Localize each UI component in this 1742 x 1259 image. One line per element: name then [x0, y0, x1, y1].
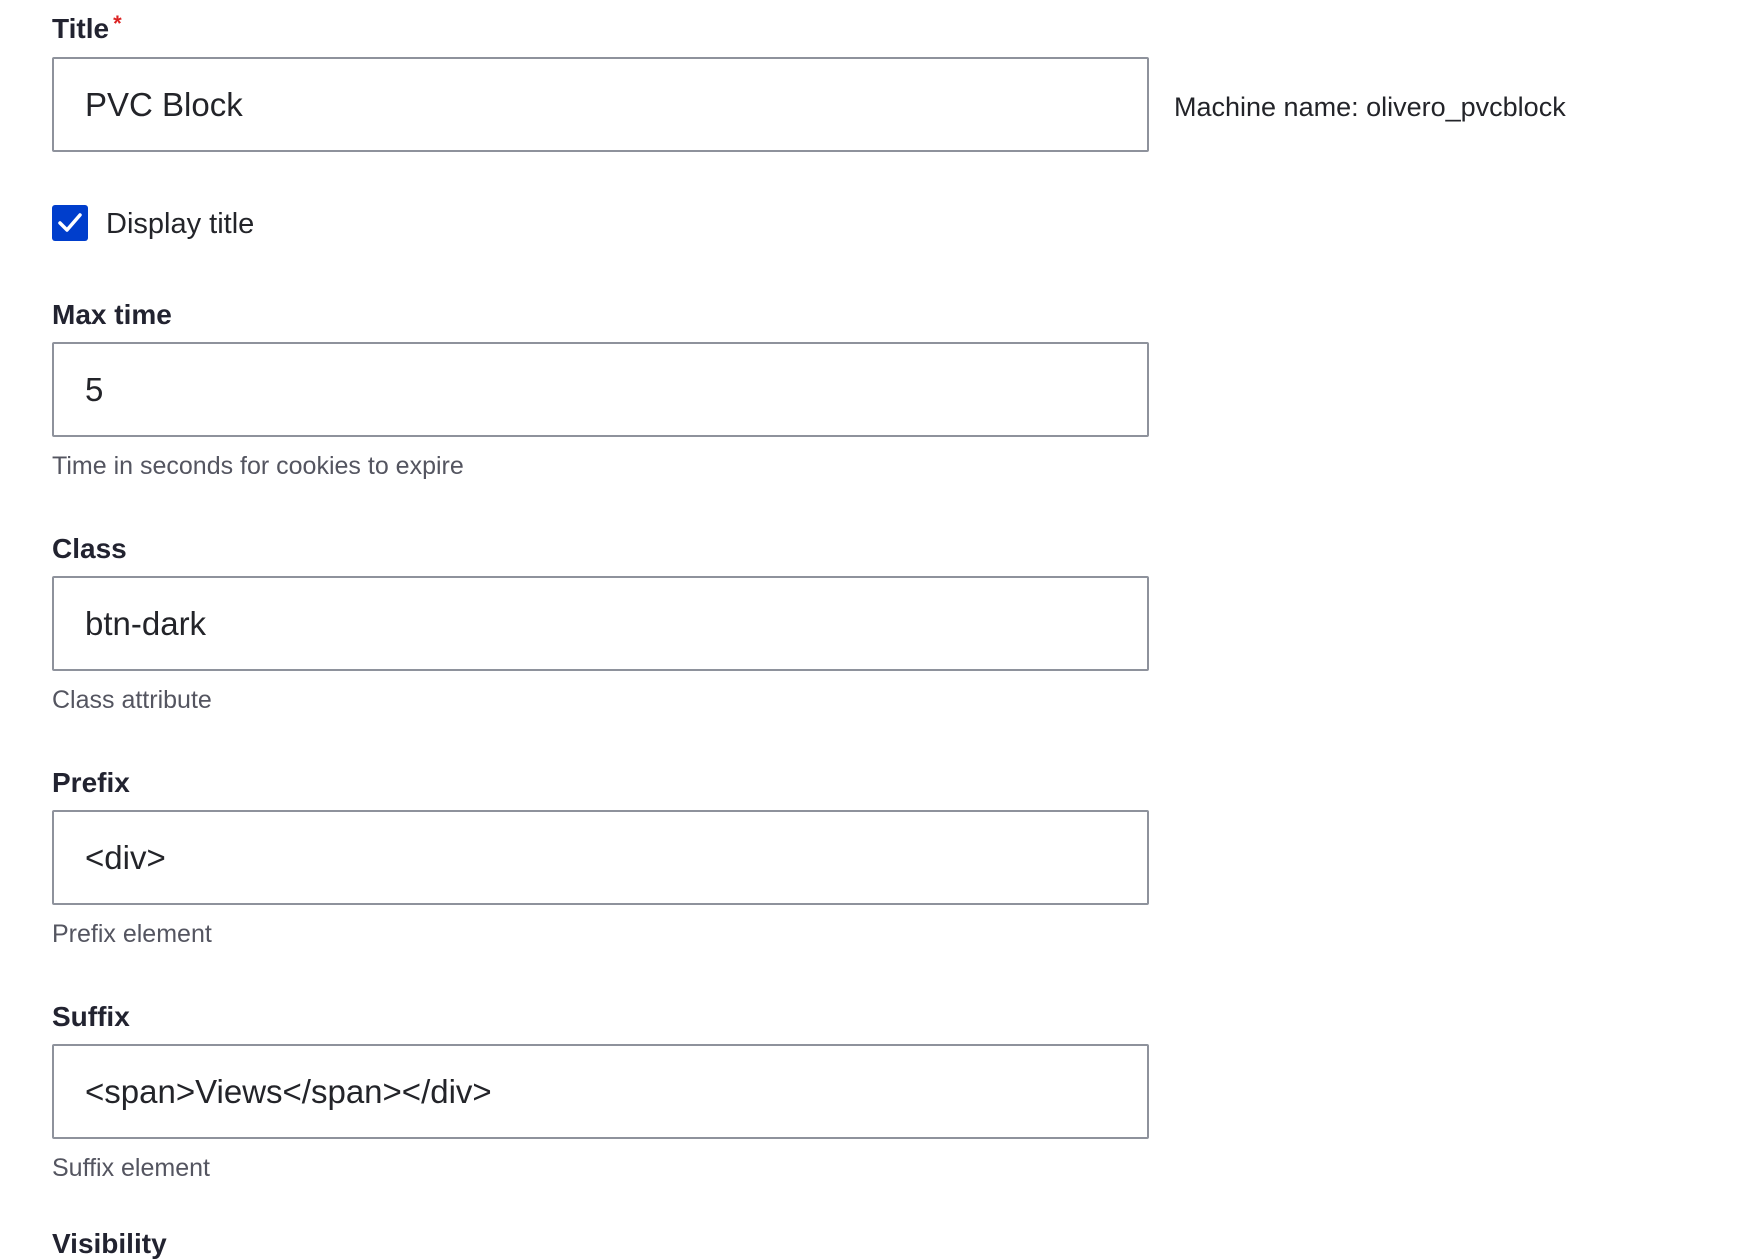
max-time-input[interactable]	[52, 342, 1149, 437]
visibility-label: Visibility	[52, 1228, 167, 1259]
required-marker: *	[113, 11, 122, 36]
title-label	[52, 11, 122, 44]
display-title-checkbox[interactable]	[52, 205, 88, 241]
class-description: Class attribute	[52, 686, 212, 714]
max-time-description: Time in seconds for cookies to expire	[52, 452, 464, 480]
max-time-label: Max time	[52, 299, 172, 330]
prefix-input[interactable]	[52, 810, 1149, 905]
suffix-label: Suffix	[52, 1001, 130, 1032]
suffix-input[interactable]	[52, 1044, 1149, 1139]
prefix-description: Prefix element	[52, 920, 212, 948]
title-input[interactable]	[52, 57, 1149, 152]
class-label: Class	[52, 533, 127, 564]
prefix-label: Prefix	[52, 767, 130, 798]
class-input[interactable]	[52, 576, 1149, 671]
machine-name: Machine name: olivero_pvcblock	[1174, 92, 1566, 122]
suffix-description: Suffix element	[52, 1154, 210, 1182]
title-label-text: Title	[52, 13, 110, 44]
display-title-label[interactable]: Display title	[106, 208, 255, 240]
checkmark-icon	[58, 212, 82, 234]
